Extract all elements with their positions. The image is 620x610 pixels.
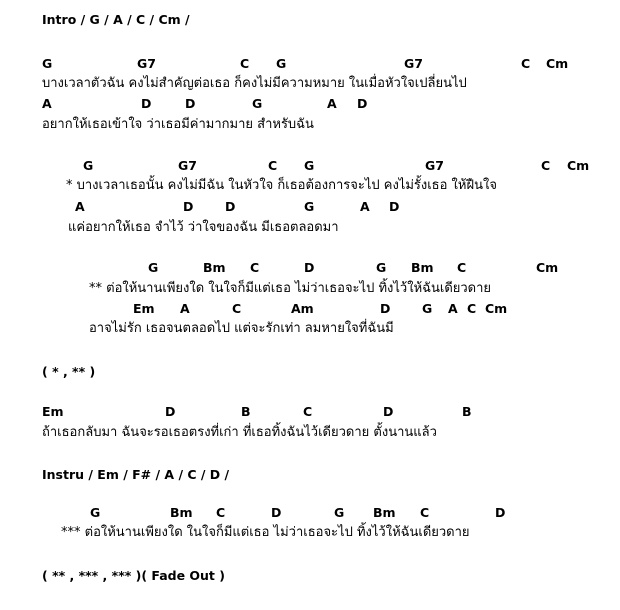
chord: D: [141, 96, 152, 111]
lyric-line: ** ต่อให้นานเพียงใด ในใจก็มีแต่เธอ ไม่ว่าเธอจะไป ทิ้งไว้ให้ฉันเดียวดาย: [89, 281, 492, 296]
chord: C: [250, 260, 260, 275]
chord: G: [148, 260, 159, 275]
chord: G: [276, 56, 287, 71]
intro-line: Intro / G / A / C / Cm /: [42, 12, 190, 27]
chord: A: [327, 96, 337, 111]
chord: D: [389, 199, 400, 214]
chord: G7: [404, 56, 423, 71]
chord: G7: [137, 56, 156, 71]
chord: D: [383, 404, 394, 419]
chord: C: [303, 404, 313, 419]
chord: G: [83, 158, 94, 173]
lyric-line: บางเวลาตัวฉัน คงไม่สำคัญต่อเธอ ก็คงไม่มีความหมาย ในเมื่อหัวใจเปลี่ยนไป: [42, 76, 467, 91]
chord: C: [467, 301, 477, 316]
chord: G: [334, 505, 345, 520]
chord: G7: [178, 158, 197, 173]
chord: G: [304, 199, 315, 214]
chord: C: [216, 505, 226, 520]
chord: B: [462, 404, 472, 419]
chord: G: [304, 158, 315, 173]
lyric-line: อาจไม่รัก เธอจนตลอดไป แต่จะรักเท่า ลมหายใจที่ฉันมี: [89, 321, 394, 336]
chord: Bm: [170, 505, 193, 520]
chord: A: [75, 199, 85, 214]
repeat-marker: ( * , ** ): [42, 364, 96, 379]
chord: D: [495, 505, 506, 520]
chord: D: [357, 96, 368, 111]
chord: G: [42, 56, 53, 71]
chord: A: [42, 96, 52, 111]
chord: G: [422, 301, 433, 316]
chord: Cm: [536, 260, 559, 275]
chord: A: [448, 301, 458, 316]
chord: Cm: [485, 301, 508, 316]
chord: Em: [42, 404, 64, 419]
chord: D: [271, 505, 282, 520]
chord: C: [457, 260, 467, 275]
instru-line: Instru / Em / F# / A / C / D /: [42, 467, 230, 482]
chord: Bm: [411, 260, 434, 275]
chord: Bm: [203, 260, 226, 275]
chord: A: [360, 199, 370, 214]
chord: D: [304, 260, 315, 275]
chord: C: [420, 505, 430, 520]
lyric-line: * บางเวลาเธอนั้น คงไม่มีฉัน ในหัวใจ ก็เธอต้องการจะไป คงไม่รั้งเธอ ให้ฝืนใจ: [66, 178, 497, 193]
chord: C: [240, 56, 250, 71]
lyric-line: อยากให้เธอเข้าใจ ว่าเธอมีค่ามากมาย สำหรับฉัน: [42, 117, 314, 132]
chord: D: [185, 96, 196, 111]
chord: Em: [133, 301, 155, 316]
chord: D: [183, 199, 194, 214]
chord: Cm: [567, 158, 590, 173]
chord: A: [180, 301, 190, 316]
chord: G: [90, 505, 101, 520]
chord: C: [541, 158, 551, 173]
chord: Am: [291, 301, 314, 316]
chord: D: [165, 404, 176, 419]
chord: D: [225, 199, 236, 214]
lyric-line: ถ้าเธอกลับมา ฉันจะรอเธอตรงที่เก่า ที่เธอทิ้งฉันไว้เดียวดาย ตั้งนานแล้ว: [42, 425, 437, 440]
ending-marker: ( ** , *** , *** )( Fade Out ): [42, 568, 225, 583]
chord: G: [252, 96, 263, 111]
chord: B: [241, 404, 251, 419]
chord: C: [268, 158, 278, 173]
chord: G: [376, 260, 387, 275]
chord: C: [521, 56, 531, 71]
lyric-line: *** ต่อให้นานเพียงใด ในใจก็มีแต่เธอ ไม่ว่าเธอจะไป ทิ้งไว้ให้ฉันเดียวดาย: [61, 525, 470, 540]
chord: Cm: [546, 56, 569, 71]
chord: C: [232, 301, 242, 316]
chord: D: [380, 301, 391, 316]
chord: Bm: [373, 505, 396, 520]
lyric-line: แค่อยากให้เธอ จำไว้ ว่าใจของฉัน มีเธอตลอดมา: [68, 220, 339, 235]
chord: G7: [425, 158, 444, 173]
